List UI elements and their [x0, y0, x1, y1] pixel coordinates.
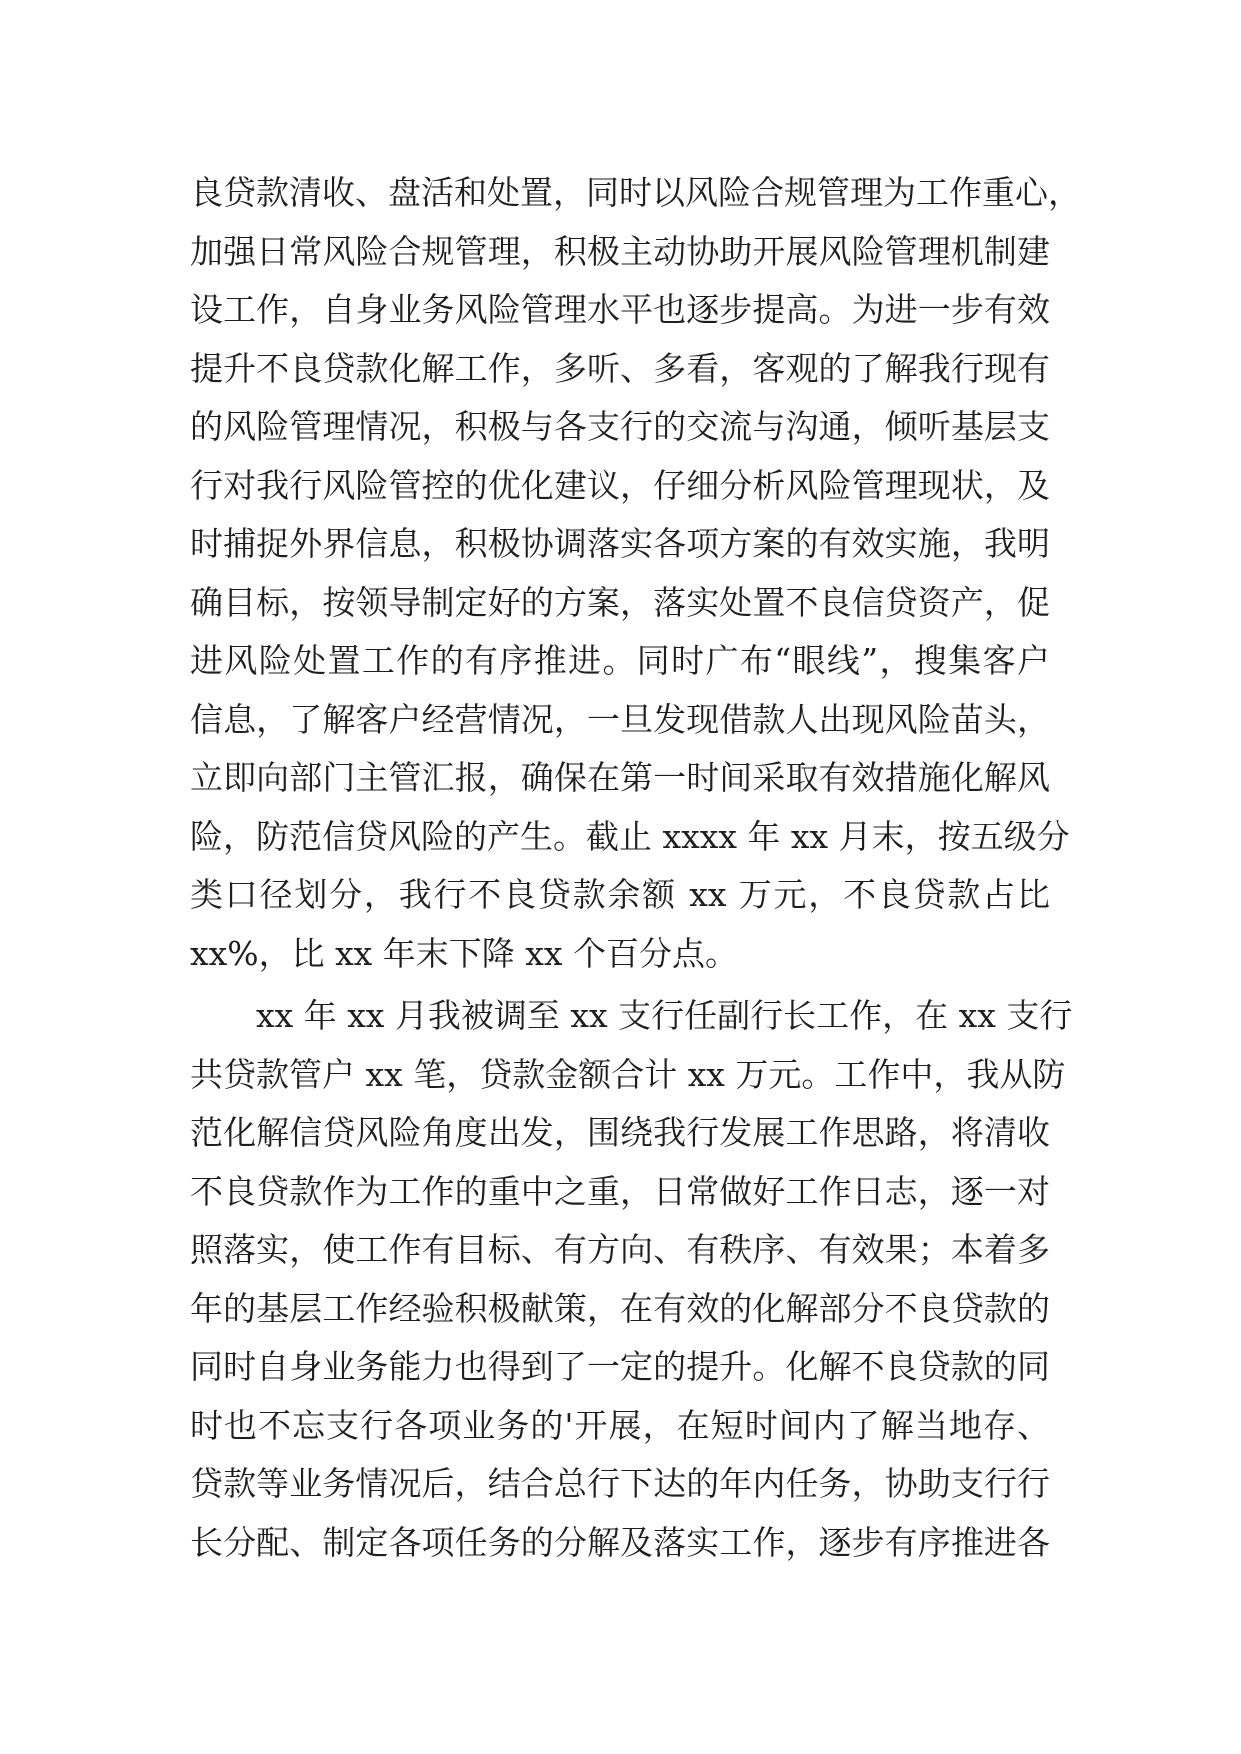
text-line: xx 年 xx 月我被调至 xx 支行任副行长工作，在 xx 支行 — [256, 996, 1073, 1035]
text-line: 立即向部门主管汇报，确保在第一时间采取有效措施化解风 — [190, 758, 1050, 797]
text-line: 设工作，自身业务风险管理水平也逐步提高。为进一步有效 — [190, 290, 1050, 329]
text-line: 时捕捉外界信息，积极协调落实各项方案的有效实施，我明 — [190, 524, 1050, 563]
text-line: 照落实，使工作有目标、有方向、有秩序、有效果；本着多 — [190, 1230, 1050, 1269]
text-line: 进风险处置工作的有序推进。同时广布“眼线”，搜集客户 — [190, 641, 1050, 680]
text-line: 同时自身业务能力也得到了一定的提升。化解不良贷款的同 — [190, 1347, 1050, 1386]
text-line: 时也不忘支行各项业务的'开展，在短时间内了解当地存、 — [190, 1405, 1050, 1445]
paragraph-1 — [190, 164, 1081, 983]
text-line: 信息，了解客户经营情况，一旦发现借款人出现风险苗头， — [190, 699, 1050, 739]
text-line: 共贷款管户 xx 笔，贷款金额合计 xx 万元。工作中，我从防 — [190, 1054, 1066, 1094]
text-line: 提升不良贷款化解工作，多听、多看，客观的了解我行现有 — [190, 348, 1050, 388]
text-line: 确目标，按领导制定好的方案，落实处置不良信贷资产，促 — [190, 582, 1050, 622]
text-line: xx%，比 xx 年末下降 xx 个百分点。 — [190, 933, 738, 973]
text-line: 范化解信贷风险角度出发，围绕我行发展工作思路，将清收 — [190, 1113, 1050, 1152]
text-line: 年的基层工作经验积极献策，在有效的化解部分不良贷款的 — [190, 1288, 1050, 1328]
text-line: 加强日常风险合规管理，积极主动协助开展风险管理机制建 — [190, 231, 1050, 271]
text-line: 长分配、制定各项任务的分解及落实工作，逐步有序推进各 — [190, 1522, 1050, 1562]
text-line: 的风险管理情况，积极与各支行的交流与沟通，倾听基层支 — [190, 407, 1050, 446]
text-line: 不良贷款作为工作的重中之重，日常做好工作日志，逐一对 — [190, 1171, 1050, 1211]
text-line: 贷款等业务情况后，结合总行下达的年内任务，协助支行行 — [190, 1464, 1050, 1503]
body-text — [190, 164, 1081, 1572]
text-line: 类口径划分，我行不良贷款余额 xx 万元，不良贷款占比 — [190, 875, 1050, 914]
text-line: 险，防范信贷风险的产生。截止 xxxx 年 xx 月末，按五级分 — [190, 816, 1070, 856]
text-line: 行对我行风险管控的优化建议，仔细分析风险管理现状，及 — [190, 465, 1050, 505]
paragraph-2 — [190, 987, 1073, 1572]
text-line: 良贷款清收、盘活和处置，同时以风险合规管理为工作重心， — [190, 173, 1081, 212]
